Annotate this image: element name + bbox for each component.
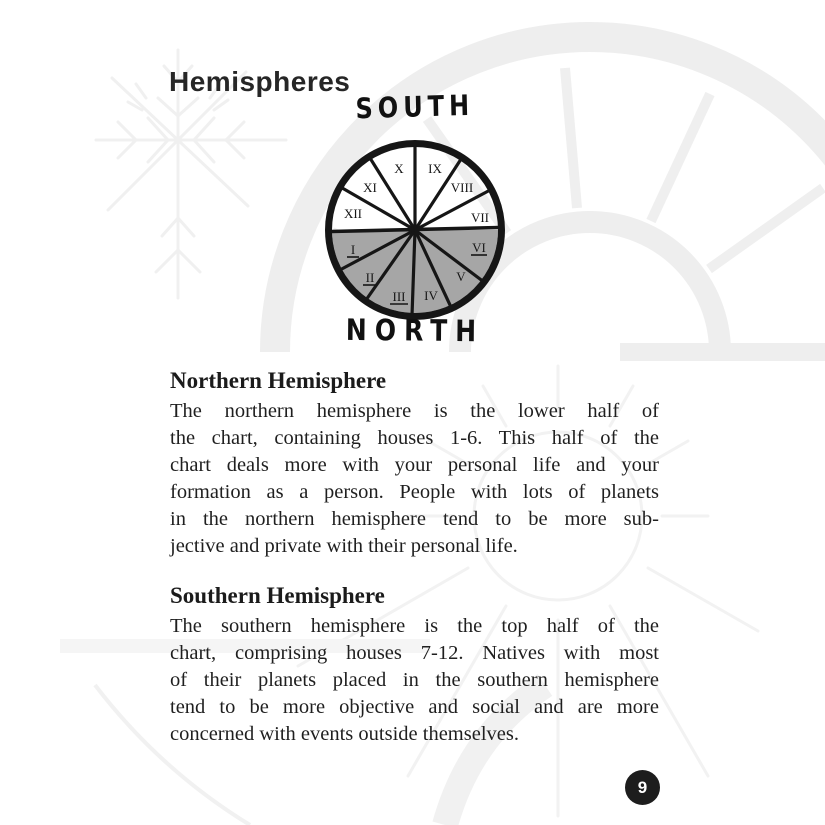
house-label-5: V bbox=[456, 269, 466, 284]
page-number-badge bbox=[625, 770, 660, 805]
body-text-line: The northern hemisphere is the lower half of bbox=[170, 400, 659, 422]
body-text-line: chart deals more with your personal life and your bbox=[170, 454, 659, 476]
body-text-line: of their planets placed in the southern hemisphere bbox=[170, 669, 659, 691]
house-label-1: I bbox=[350, 242, 356, 257]
south-label: SOUTH bbox=[355, 88, 475, 126]
body-text-line: The southern hemisphere is the top half of the bbox=[170, 615, 659, 637]
house-label-10: X bbox=[394, 161, 404, 176]
house-label-12: XII bbox=[343, 206, 363, 221]
house-label-6: VI bbox=[472, 240, 486, 255]
section-southern-hemisphere bbox=[170, 581, 659, 748]
house-label-9: IX bbox=[428, 161, 442, 176]
body-text-line: tend to be more objective and social and are more bbox=[170, 696, 659, 718]
body-text-line: the chart, containing houses 1-6. This half of the bbox=[170, 427, 659, 449]
body-text-line: chart, comprising houses 7-12. Natives with most bbox=[170, 642, 659, 664]
southern-hemisphere-heading: Southern Hemisphere bbox=[170, 583, 385, 608]
house-label-11: XI bbox=[363, 180, 377, 195]
chart-wheel bbox=[315, 130, 515, 330]
house-label-8: VIII bbox=[450, 180, 474, 195]
house-label-7: VII bbox=[470, 210, 490, 225]
body-text-line: formation as a person. People with lots of planets bbox=[170, 481, 659, 503]
section-northern-hemisphere bbox=[170, 366, 659, 560]
page-number: 9 bbox=[637, 777, 648, 797]
body-text-line: jective and private with their personal life. bbox=[170, 535, 518, 557]
north-label: NORTH bbox=[345, 312, 485, 349]
body-text-line: in the northern hemisphere tend to be more sub- bbox=[170, 508, 659, 530]
hemispheres-diagram bbox=[315, 88, 515, 349]
house-label-2: II bbox=[365, 270, 375, 285]
page-title: Hemispheres bbox=[169, 66, 351, 97]
northern-hemisphere-heading: Northern Hemisphere bbox=[170, 368, 387, 393]
body-text-line: concerned with events outside themselves. bbox=[170, 723, 519, 745]
house-label-3: III bbox=[392, 289, 406, 304]
house-label-4: IV bbox=[424, 288, 438, 303]
